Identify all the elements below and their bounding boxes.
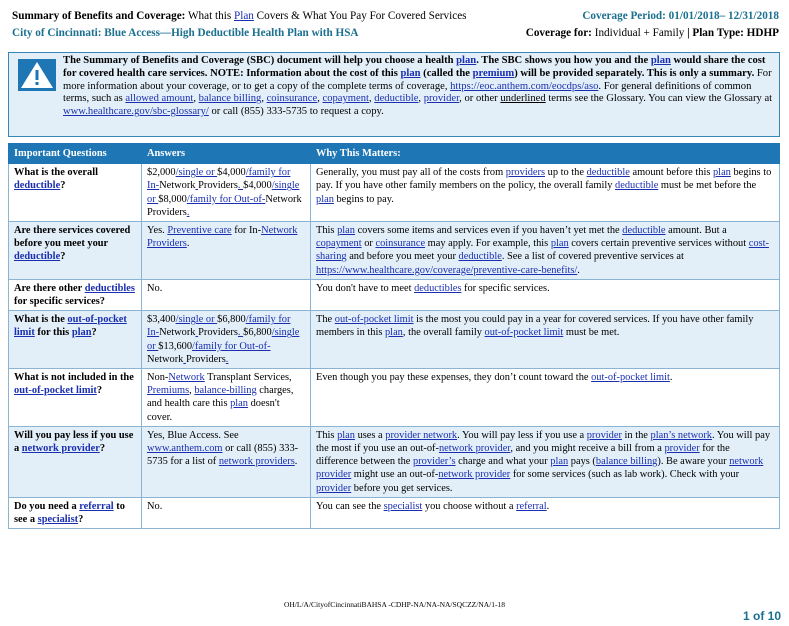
glossary-link[interactable]: balance billing (595, 456, 658, 468)
glossary-link[interactable]: www.anthem.com (147, 443, 223, 455)
answer-cell: Non-Network Transplant Services, Premiums, balance-billing charges, and health care this plan doesn't cover. (142, 369, 311, 427)
why-cell: The out-of-pocket limit is the most you could pay in a year for covered services. If you have other family members in this plan, the overall family out-of-pocket limit must be met. (311, 311, 780, 369)
glossary-link[interactable]: Network (168, 372, 205, 384)
glossary-link[interactable]: /family for In- (147, 314, 291, 339)
column-header: Important Questions (9, 144, 142, 164)
why-cell: This plan covers some items and services even if you haven’t yet met the deductible amount. But a copayment or coinsurance may apply. For example, this plan covers certain preventive services without cost-sharing and before you meet your deductible. See a list of covered preventive services at https://www.healthcare.gov/coverage/preventive-care-benefits/. (311, 222, 780, 280)
glossary-link[interactable]: referral (79, 500, 114, 512)
glossary-link[interactable]: coinsurance (266, 93, 318, 105)
glossary-link[interactable]: /family for In- (147, 167, 291, 192)
glossary-link[interactable]: deductible (14, 251, 61, 263)
anthem-eoc-link[interactable]: https://eoc.anthem.com/eocdps/aso (450, 80, 599, 92)
glossary-link[interactable]: plan (456, 55, 477, 66)
glossary-link[interactable]: Premiums (147, 385, 190, 397)
glossary-link[interactable]: . (237, 327, 244, 339)
glossary-link[interactable]: network provider (316, 456, 764, 481)
glossary-link[interactable]: plan (230, 398, 248, 410)
intro-notice (8, 52, 780, 137)
glossary-link[interactable]: deductibles (84, 282, 135, 294)
glossary-link[interactable]: deductible (615, 180, 659, 192)
table-row (9, 497, 780, 528)
glossary-link[interactable]: referral (516, 500, 547, 512)
glossary-link[interactable]: provider’s (413, 456, 456, 468)
glossary-link[interactable]: . (225, 353, 229, 365)
glossary-link[interactable]: balance billing (198, 93, 262, 105)
glossary-link[interactable]: plan (712, 167, 731, 179)
table-row (9, 311, 780, 369)
question-cell: What is not included in the out-of-pocket limit? (9, 369, 142, 427)
glossary-link[interactable]: provider network (385, 429, 458, 441)
glossary-link[interactable]: plan (337, 225, 355, 237)
page-number: 1 of 10 (742, 609, 781, 623)
glossary-link[interactable]: Network (261, 225, 298, 237)
table-row (9, 369, 780, 427)
document-title: Summary of Benefits and Coverage: What this Plan Covers & What You Pay For Covered Services (12, 10, 467, 22)
glossary-link[interactable]: copayment (316, 238, 362, 250)
why-cell: You can see the specialist you choose without a referral. (311, 497, 780, 528)
plan-link[interactable]: Plan (233, 10, 254, 22)
answer-cell: Yes. Preventive care for In-Network Providers. (142, 222, 311, 280)
glossary-link[interactable]: network provider (438, 443, 511, 455)
table-row (9, 426, 780, 497)
why-cell: You don't have to meet deductibles for specific services. (311, 279, 780, 310)
coverage-period: Coverage Period: 01/01/2018– 12/31/2018 (582, 10, 779, 22)
glossary-link[interactable]: provider (316, 482, 352, 494)
glossary-link[interactable]: plan’s network (650, 429, 712, 441)
answer-cell: Yes, Blue Access. See www.anthem.com or call (855) 333-5735 for a list of network providers. (142, 426, 311, 497)
glossary-link[interactable]: network providers (218, 456, 295, 468)
glossary-link[interactable]: deductible (458, 251, 502, 263)
glossary-link[interactable]: network provider (21, 443, 100, 455)
glossary-link[interactable]: https://www.healthcare.gov/coverage/preventive-care-benefits/ (316, 264, 578, 276)
glossary-link[interactable]: Preventive care (167, 225, 232, 237)
question-cell: What is the overall deductible? (9, 164, 142, 222)
glossary-link[interactable]: plan (550, 238, 569, 250)
table-row (9, 164, 780, 222)
glossary-link[interactable]: plan (400, 67, 421, 79)
glossary-link[interactable]: plan (550, 456, 569, 468)
glossary-link[interactable]: /single or (175, 314, 218, 326)
glossary-link[interactable]: . (186, 206, 190, 218)
glossary-link[interactable]: /single or (147, 327, 300, 352)
glossary-link[interactable]: allowed amount (125, 93, 194, 105)
question-cell: What is the out-of-pocket limit for this plan? (9, 311, 142, 369)
question-cell: Are there services covered before you meet your deductible? (9, 222, 142, 280)
question-cell: Are there other deductibles for specific services? (9, 279, 142, 310)
glossary-link[interactable]: providers (505, 167, 546, 179)
intro-text: The Summary of Benefits and Coverage (SBC) document will help you choose a health plan. The SBC shows you how you and the plan would share the cost for covered health care services. NOTE: Information about the cost of this plan (called the premium) will be provided separately. This is only a summary. For more information about your coverage, or to get a copy of the complete terms of coverage, https://eoc.anthem.com/eocdps/aso. For general definitions of common terms, such as allowed amount, balance billing, coinsurance, copayment, deductible, provider, or other underlined terms see the Glossary. You can view the Glossary at www.healthcare.gov/sbc-glossary/ or call (855) 333-5735 to request a copy. (63, 55, 773, 118)
glossary-link[interactable]: balance-billing (194, 385, 257, 397)
question-cell: Do you need a referral to see a specialist? (9, 497, 142, 528)
glossary-link[interactable]: out-of-pocket limit (591, 372, 670, 384)
answer-cell: $2,000/single or $4,000/family for In-Network Providers. $4,000/single or $8,000/family for Out-of-Network Providers. (142, 164, 311, 222)
glossary-link[interactable]: plan (384, 327, 403, 339)
column-header: Why This Matters: (311, 144, 780, 164)
glossary-link[interactable]: provider (586, 429, 622, 441)
table-row (9, 222, 780, 280)
glossary-link[interactable]: provider (423, 93, 460, 105)
answer-cell: $3,400/single or $6,800/family for In-Network Providers. $6,800/single or $13,600/family for Out-of-Network Providers. (142, 311, 311, 369)
footer-code: OH/L/A/CityofCincinnatiBAHSA -CDHP-NA/NA-NA/SQCZZ/NA/1-18 (283, 600, 506, 609)
glossary-link[interactable]: /family for Out-of- (186, 193, 266, 205)
why-cell: This plan uses a provider network. You will pay less if you use a provider in the plan’s network. You will pay the most if you use an out-of-network provider, and you might receive a bill from a provider for the difference between the provider’s charge and what your plan pays (balance billing). Be aware your network provider might use an out-of-network provider for some services (such as lab work). Check with your provider before you get services. (311, 426, 780, 497)
coverage-table (8, 143, 780, 529)
glossary-link[interactable]: plan (71, 327, 92, 339)
glossary-link[interactable]: cost-sharing (316, 238, 769, 263)
glossary-link[interactable]: coinsurance (375, 238, 426, 250)
glossary-link[interactable]: copayment (322, 93, 369, 105)
glossary-link[interactable]: /single or (147, 180, 300, 205)
table-header-row (9, 144, 780, 164)
glossary-link[interactable]: deductible (374, 93, 419, 105)
glossary-link[interactable]: plan (337, 429, 355, 441)
column-header: Answers (142, 144, 311, 164)
question-cell: Will you pay less if you use a network provider? (9, 426, 142, 497)
glossary-link[interactable]: network provider (438, 469, 511, 481)
glossary-link[interactable]: deductibles (414, 282, 462, 294)
glossary-link[interactable]: . (237, 180, 244, 192)
glossary-link[interactable]: deductible (622, 225, 666, 237)
glossary-link[interactable]: out-of-pocket limit (14, 314, 127, 339)
document-header (12, 8, 779, 42)
coverage-info: Coverage for: Individual + Family | Plan Type: HDHP (525, 27, 779, 39)
glossary-link[interactable]: provider (664, 443, 700, 455)
glossary-link[interactable]: /family for Out-of- (192, 340, 271, 352)
why-cell: Even though you pay these expenses, they don’t count toward the out-of-pocket limit. (311, 369, 780, 427)
glossary-link[interactable]: specialist (383, 500, 423, 512)
sbc-glossary-link[interactable]: www.healthcare.gov/sbc-glossary/ (63, 106, 209, 118)
glossary-link[interactable]: premium (472, 67, 515, 79)
glossary-link[interactable]: out-of-pocket limit (14, 385, 97, 397)
why-cell: Generally, you must pay all of the costs from providers up to the deductible amount before this plan begins to pay. If you have other family members on the policy, the overall family deductible must be met before the plan begins to pay. (311, 164, 780, 222)
answer-cell: No. (142, 279, 311, 310)
glossary-link[interactable]: Providers (147, 238, 187, 250)
answer-cell: No. (142, 497, 311, 528)
glossary-link[interactable]: /single or (175, 167, 218, 179)
glossary-link[interactable]: plan (316, 193, 334, 205)
glossary-link[interactable]: specialist (37, 514, 79, 526)
glossary-link[interactable]: deductible (14, 180, 61, 192)
glossary-link[interactable]: out-of-pocket limit (484, 327, 564, 339)
glossary-link[interactable]: plan (650, 55, 671, 66)
glossary-link[interactable]: out-of-pocket limit (334, 314, 414, 326)
plan-name: City of Cincinnati: Blue Access—High Deductible Health Plan with HSA (12, 27, 359, 39)
glossary-link[interactable]: deductible (586, 167, 630, 179)
table-row (9, 279, 780, 310)
